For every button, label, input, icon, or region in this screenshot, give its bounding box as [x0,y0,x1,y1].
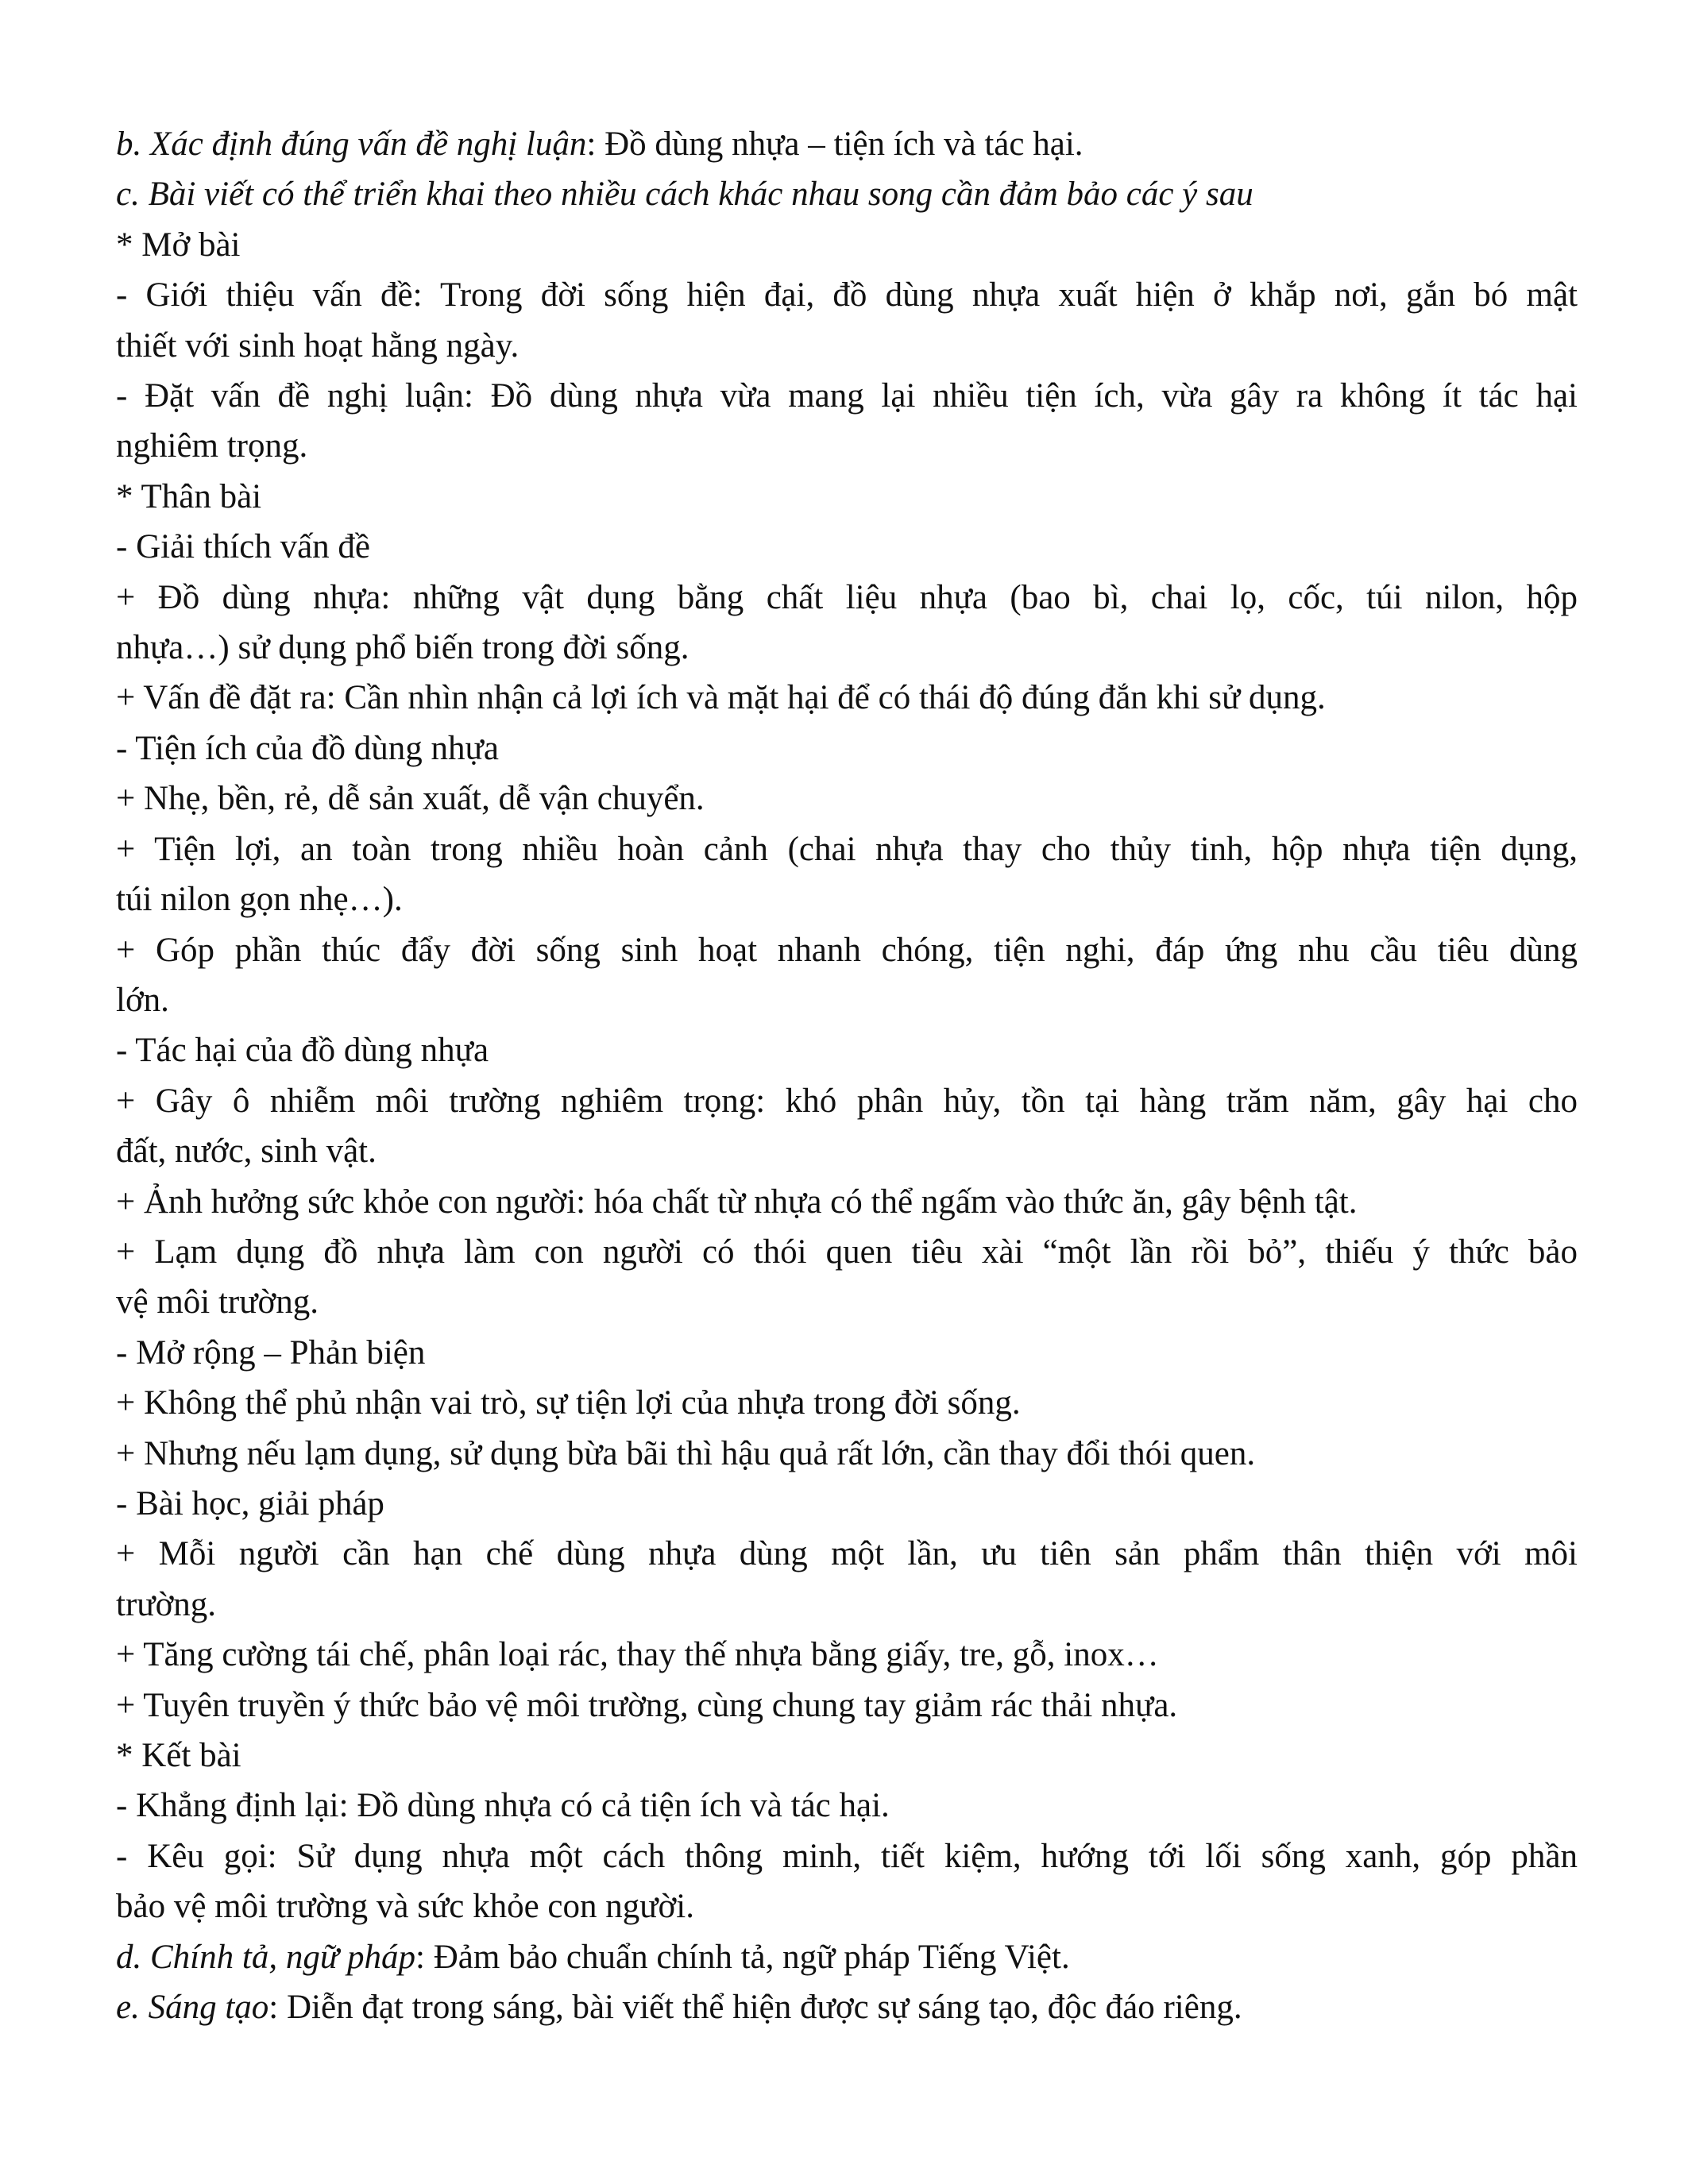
ket-bai-heading: * Kết bài [116,1737,241,1774]
lessons-item-1-line-1: + Mỗi người cần hạn chế dùng nhựa dùng một lần, ưu tiên sản phẩm thân thiện với môi [116,1535,1578,1573]
lessons-item-2: + Tăng cường tái chế, phân loại rác, thay thế nhựa bằng giấy, tre, gỗ, inox… [116,1636,1159,1674]
benefits-item-3-line-1: + Góp phần thúc đẩy đời sống sinh hoạt nhanh chóng, tiện nghi, đáp ứng nhu cầu tiêu dùng [116,931,1578,969]
explain-item-1-line-1: + Đồ dùng nhựa: những vật dụng bằng chất liệu nhựa (bao bì, chai lọ, cốc, túi nilon, hộp [116,578,1578,616]
explain-item-1-line-2: nhựa…) sử dụng phổ biến trong đời sống. [116,629,689,667]
extend-item-2: + Nhưng nếu lạm dụng, sử dụng bừa bãi thì hậu quả rất lớn, cần thay đổi thói quen. [116,1434,1256,1472]
ket-bai-call-line-2: bảo vệ môi trường và sức khỏe con người. [116,1888,694,1926]
mo-bai-issue-line-2: nghiêm trọng. [116,427,308,465]
harms-item-2: + Ảnh hưởng sức khỏe con người: hóa chất từ nhựa có thể ngấm vào thức ăn, gây bệnh tật. [116,1183,1358,1221]
benefits-title: - Tiện ích của đồ dùng nhựa [116,729,499,767]
mo-bai-issue-line-1: - Đặt vấn đề nghị luận: Đồ dùng nhựa vừa mang lại nhiều tiện ích, vừa gây ra không ít tác hại [116,377,1578,415]
benefits-item-2-line-1: + Tiện lợi, an toàn trong nhiều hoàn cảnh (chai nhựa thay cho thủy tinh, hộp nhựa tiện dụng, [116,830,1578,868]
explain-title: - Giải thích vấn đề [116,528,371,566]
harms-title: - Tác hại của đồ dùng nhựa [116,1032,489,1070]
mo-bai-intro-line-2: thiết với sinh hoạt hằng ngày. [116,326,520,365]
explain-item-2: + Vấn đề đặt ra: Cần nhìn nhận cả lợi ích và mặt hại để có thái độ đúng đắn khi sử dụng. [116,679,1326,717]
harms-item-1-line-1: + Gây ô nhiễm môi trường nghiêm trọng: khó phân hủy, tồn tại hàng trăm năm, gây hại cho [116,1082,1578,1120]
benefits-item-2-line-2: túi nilon gọn nhẹ…). [116,881,403,919]
criteria-b-text: : Đồ dùng nhựa – tiện ích và tác hại. [586,125,1083,163]
criteria-c: c. Bài viết có thể triển khai theo nhiều cách khác nhau song cần đảm bảo các ý sau [116,176,1253,214]
benefits-item-3-line-2: lớn. [116,981,169,1019]
criteria-b-label: b. Xác định đúng vấn đề nghị luận [116,125,587,163]
criteria-d [116,1932,1578,1982]
criteria-e [116,1982,1578,2032]
criteria-e-label: e. Sáng tạo [116,1989,269,2027]
extend-title: - Mở rộng – Phản biện [116,1333,426,1372]
than-bai-heading: * Thân bài [116,477,262,515]
harms-item-1-line-2: đất, nước, sinh vật. [116,1133,377,1171]
harms-item-3-line-1: + Lạm dụng đồ nhựa làm con người có thói quen tiêu xài “một lần rồi bỏ”, thiếu ý thức bảo [116,1233,1578,1271]
criteria-d-label: d. Chính tả, ngữ pháp [116,1938,416,1976]
lessons-item-3: + Tuyên truyền ý thức bảo vệ môi trường, cùng chung tay giảm rác thải nhựa. [116,1686,1178,1724]
ket-bai-affirm: - Khẳng định lại: Đồ dùng nhựa có cả tiện ích và tác hại. [116,1787,890,1825]
lessons-title: - Bài học, giải pháp [116,1484,384,1522]
criteria-d-text: : Đảm bảo chuẩn chính tả, ngữ pháp Tiếng Việt. [415,1938,1070,1976]
lessons-item-1-line-2: trường. [116,1585,217,1623]
document-page [116,119,1578,2032]
mo-bai-heading: * Mở bài [116,226,241,264]
criteria-b [116,119,1578,169]
benefits-item-1: + Nhẹ, bền, rẻ, dễ sản xuất, dễ vận chuyển. [116,780,705,818]
mo-bai-intro-line-1: - Giới thiệu vấn đề: Trong đời sống hiện đại, đồ dùng nhựa xuất hiện ở khắp nơi, gắn bó mật [116,276,1578,314]
ket-bai-call-line-1: - Kêu gọi: Sử dụng nhựa một cách thông minh, tiết kiệm, hướng tới lối sống xanh, góp phần [116,1837,1578,1875]
extend-item-1: + Không thể phủ nhận vai trò, sự tiện lợi của nhựa trong đời sống. [116,1384,1021,1422]
criteria-e-text: : Diễn đạt trong sáng, bài viết thể hiện được sự sáng tạo, độc đáo riêng. [268,1989,1242,2027]
harms-item-3-line-2: vệ môi trường. [116,1283,319,1322]
